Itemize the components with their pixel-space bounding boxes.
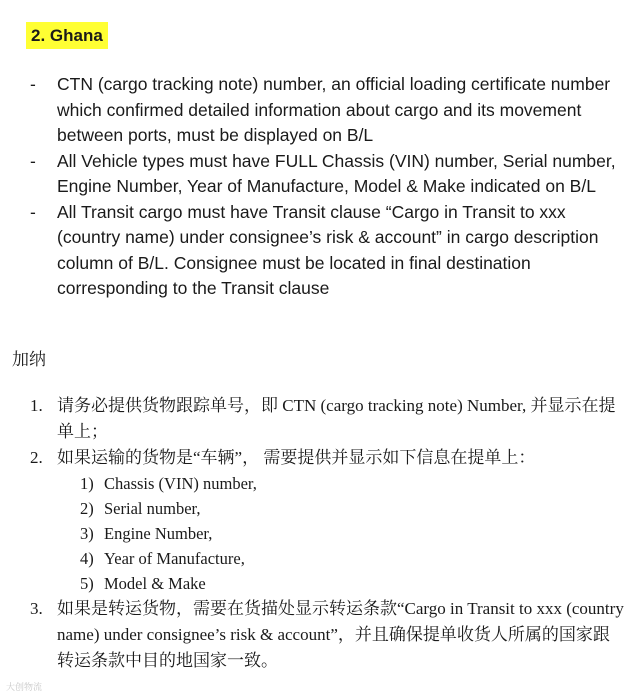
sub-item-text: Year of Manufacture, bbox=[104, 549, 245, 568]
sub-list-item bbox=[80, 546, 625, 571]
item-number: 3. bbox=[30, 599, 43, 618]
sub-item-number: 5) bbox=[80, 574, 94, 593]
item-number: 1. bbox=[30, 396, 43, 415]
list-item-text: All Vehicle types must have FULL Chassis (VIN) number, Serial number, Engine Number, Year of Manufacture, Model & Make indicated on B/L bbox=[57, 150, 616, 196]
sub-item-number: 4) bbox=[80, 549, 94, 568]
vehicle-info-sublist bbox=[57, 471, 625, 596]
list-item-text: CTN (cargo tracking note) number, an official loading certificate number which confirmed detailed information about cargo and its movement between ports, must be displayed on B/L bbox=[57, 74, 611, 145]
watermark: 大创物流 bbox=[6, 683, 43, 693]
dash-marker: - bbox=[30, 201, 36, 222]
sub-item-text: Engine Number, bbox=[104, 524, 213, 543]
list-item-text: All Transit cargo must have Transit clause “Cargo in Transit to xxx (country name) under consignee’s risk & account” in cargo description column of B/L. Consignee must be located in final destination corresponding to the Transit clause bbox=[57, 201, 599, 298]
sub-item-number: 1) bbox=[80, 474, 94, 493]
sub-item-text: Serial number, bbox=[104, 499, 201, 518]
list-item bbox=[30, 72, 625, 149]
english-requirements-list bbox=[30, 72, 625, 302]
list-item bbox=[30, 200, 625, 302]
dash-marker: - bbox=[30, 74, 36, 94]
sub-list-item bbox=[80, 471, 625, 496]
list-item bbox=[30, 393, 625, 445]
item-number: 2. bbox=[30, 448, 43, 467]
sub-list-item bbox=[80, 521, 625, 546]
chinese-section-title: 加纳 bbox=[12, 350, 46, 370]
list-item bbox=[30, 149, 625, 200]
sub-list-item bbox=[80, 571, 625, 596]
list-item-text: 请务必提供货物跟踪单号，即 CTN (cargo tracking note) Number, 并显示在提单上； bbox=[57, 396, 616, 441]
list-item-text: 如果是转运货物，需要在货描处显示转运条款“Cargo in Transit to xxx (country name) under consignee’s risk & account”，并且确保提单收货人所属的国家跟转运条款中目的地国家一致。 bbox=[57, 599, 624, 670]
list-item bbox=[30, 445, 625, 596]
dash-marker: - bbox=[30, 150, 36, 171]
sub-list-item bbox=[80, 496, 625, 521]
sub-item-text: Model & Make bbox=[104, 574, 206, 593]
sub-item-number: 2) bbox=[80, 499, 94, 518]
sub-item-number: 3) bbox=[80, 524, 94, 543]
list-item-text: 如果运输的货物是“车辆”， 需要提供并显示如下信息在提单上： bbox=[57, 448, 536, 467]
sub-item-text: Chassis (VIN) number, bbox=[104, 474, 257, 493]
section-heading: 2. Ghana bbox=[26, 22, 108, 49]
list-item bbox=[30, 596, 625, 674]
chinese-requirements-list bbox=[30, 393, 625, 674]
